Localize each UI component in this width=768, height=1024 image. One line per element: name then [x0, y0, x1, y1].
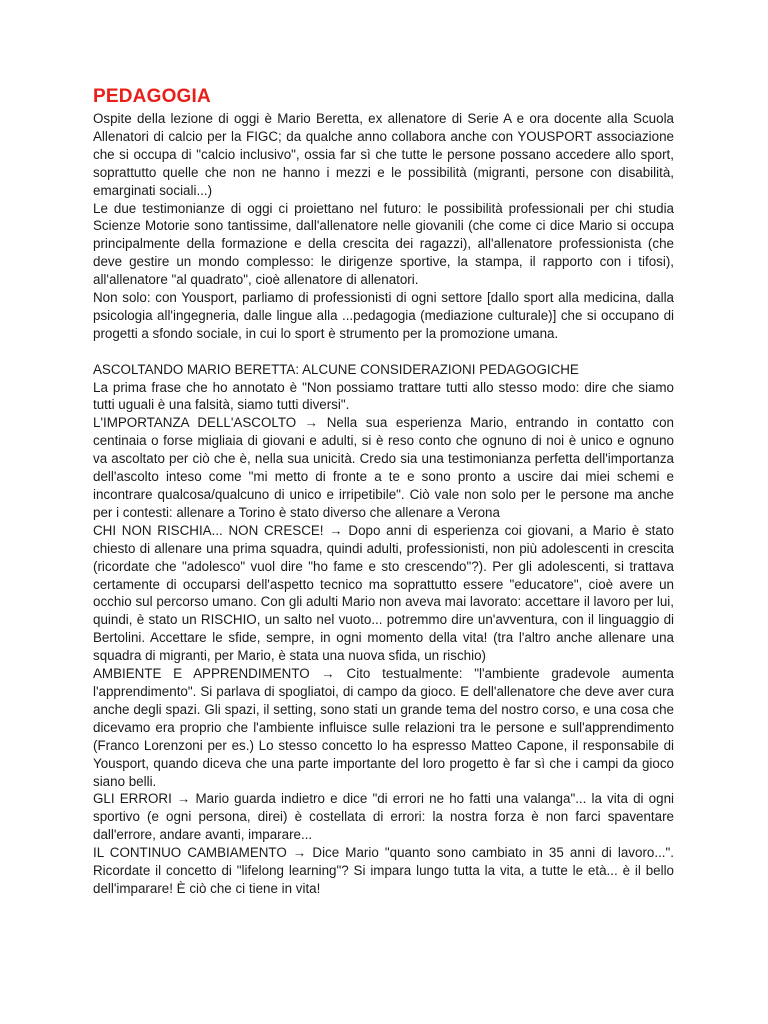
body-paragraph: L'IMPORTANZA DELL'ASCOLTO → Nella sua esperienza Mario, entrando in contatto con centinaia o forse migliaia di giovani e adulti, si è reso conto che ognuno di noi è unico e ognuno va ascoltato per ciò che è, nella sua unicità. Credo sia una testimonianza perfetta dell'importanza dell'ascolto inteso come "mi metto di fronte a te e sono pronto a uscire dai miei schemi e incontrare qualcosa/qualcuno di unico e irripetibile". Ciò vale non solo per le persone ma anche per i contesti: allenare a Torino è stato diverso che allenare a Verona [93, 415, 674, 520]
document-page [93, 86, 674, 898]
page-title: PEDAGOGIA [93, 86, 211, 107]
intro-paragraph: Ospite della lezione di oggi è Mario Beretta, ex allenatore di Serie A e ora docente alla Scuola Allenatori di calcio per la FIGC; da qualche anno collabora anche con YOUSPORT associazione che si occupa di "calcio inclusivo", ossia far sì che tutte le persone possano accedere allo sport, soprattutto quelle che non ne hanno i mezzi e le possibilità (migranti, persone con disabilità, emarginati sociali...) [93, 111, 674, 198]
section-heading: ASCOLTANDO MARIO BERETTA: ALCUNE CONSIDERAZIONI PEDAGOGICHE [93, 361, 579, 377]
intro-paragraph: Non solo: con Yousport, parliamo di professionisti di ogni settore [dallo sport alla medicina, dalla psicologia all'ingegneria, dalle lingue alla ...pedagogia (mediazione culturale)] che si occupano di progetti a sfondo sociale, in cui lo sport è strumento per la promozione umana. [93, 290, 674, 341]
body-paragraph: AMBIENTE E APPRENDIMENTO → Cito testualmente: "l'ambiente gradevole aumenta l'apprendimento". Si parlava di spogliatoi, di campo da gioco. E dell'allenatore che deve aver cura anche degli spazi. Gli spazi, il setting, sono stati un grande tema del nostro corso, e una cosa che dicevamo era proprio che l'ambiente influisce sulle relazioni tra le persone e sull'apprendimento (Franco Lorenzoni per es.) Lo stesso concetto lo ha espresso Matteo Capone, il responsabile di Yousport, quando diceva che una parte importante del loro progetto è far sì che i campi da gioco siano belli. [93, 666, 674, 789]
body-paragraph: CHI NON RISCHIA... NON CRESCE! → Dopo anni di esperienza coi giovani, a Mario è stato chiesto di allenare una prima squadra, quindi adulti, professionisti, non più adolescenti in crescita (ricordate che "adolesco" vuol dire "ho fame e sto crescendo"?). Per gli adolescenti, si trattava certamente di occuparsi dell'aspetto tecnico ma soprattutto essere "educatore", cioè avere un occhio sul percorso umano. Con gli adulti Mario non aveva mai lavorato: accettare il lavoro per lui, quindi, è stato un RISCHIO, un salto nel vuoto... potremmo dire un'avventura, con il linguaggio di Bertolini. Accettare le sfide, sempre, in ogni momento della vita! (tra l'altro anche allenare una squadra di migranti, per Mario, è stata una nuova sfida, un rischio) [93, 522, 674, 664]
intro-paragraph: Le due testimonianze di oggi ci proiettano nel futuro: le possibilità professionali per chi studia Scienze Motorie sono tantissime, dall'allenatore nelle giovanili (che come ci dice Mario si occupa principalmente della formazione e della crescita dei ragazzi), all'allenatore professionista (che deve gestire un mondo complesso: le dirigenze sportive, la stampa, il rapporto con i tifosi), all'allenatore "al quadrato", cioè allenatore di allenatori. [93, 200, 674, 288]
body-paragraph: La prima frase che ho annotato è "Non possiamo trattare tutti allo stesso modo: dire che siamo tutti uguali è una falsità, siamo tutti diversi". [93, 379, 674, 413]
paragraph-spacer [93, 343, 674, 361]
body-paragraph: GLI ERRORI → Mario guarda indietro e dice "di errori ne ho fatti una valanga"... la vita di ogni sportivo (e ogni persona, direi) è costellata di errori: la nostra forza è non farci spaventare dall'errore, andare avanti, imparare... [93, 791, 674, 843]
body-paragraph: IL CONTINUO CAMBIAMENTO → Dice Mario "quanto sono cambiato in 35 anni di lavoro...". Ricordate il concetto di "lifelong learning"? Si impara lungo tutta la vita, a tutte le età... è il bello dell'imparare! È ciò che ci tiene in vita! [93, 845, 674, 896]
